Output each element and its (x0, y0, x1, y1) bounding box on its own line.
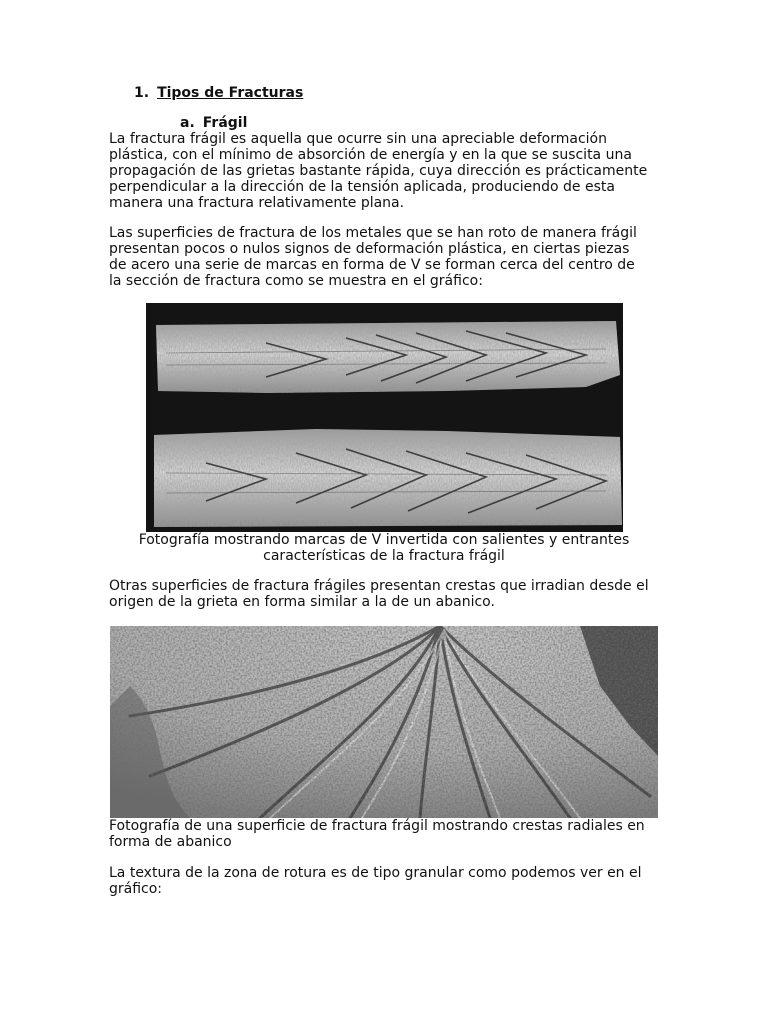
paragraph-line: plástica, con el mínimo de absorción de energía y en la que se suscita una (109, 147, 632, 163)
paragraph-line: La textura de la zona de rotura es de tipo granular como podemos ver en el (109, 865, 642, 881)
paragraph-line: de acero una serie de marcas en forma de V se forman cerca del centro de (109, 257, 635, 273)
paragraph-line: propagación de las grietas bastante rápida, cuya dirección es prácticamente (109, 163, 648, 179)
section-number: 1. (134, 85, 150, 101)
caption-line: forma de abanico (109, 834, 232, 850)
caption-line: Fotografía de una superficie de fractura frágil mostrando crestas radiales en (109, 818, 645, 834)
paragraph-line: La fractura frágil es aquella que ocurre sin una apreciable deformación (109, 131, 607, 147)
paragraph-line: la sección de fractura como se muestra en el gráfico: (109, 273, 483, 289)
paragraph-3 (109, 578, 669, 610)
fracture-photo-v-marks (146, 303, 623, 532)
paragraph-line: Las superficies de fractura de los metales que se han roto de manera frágil (109, 225, 637, 241)
paragraph-line: origen de la grieta en forma similar a la de un abanico. (109, 594, 495, 610)
caption-line: características de la fractura frágil (263, 548, 505, 564)
paragraph-4 (109, 865, 669, 897)
figure-2-caption (109, 818, 645, 850)
caption-line: Fotografía mostrando marcas de V invertida con salientes y entrantes (138, 532, 630, 548)
subsection-title: Frágil (202, 115, 248, 131)
subsection-heading (180, 115, 247, 131)
paragraph-line: gráfico: (109, 881, 163, 897)
paragraph-line: presentan pocos o nulos signos de deformación plástica, en ciertas piezas (109, 241, 630, 257)
paragraph-line: Otras superficies de fractura frágiles presentan crestas que irradian desde el (109, 578, 649, 594)
paragraph-2 (109, 225, 669, 289)
figure-1-caption (109, 532, 659, 564)
paragraph-line: perpendicular a la dirección de la tensión aplicada, produciendo de esta (109, 179, 615, 195)
paragraph-line: manera una fractura relativamente plana. (109, 195, 405, 211)
fracture-photo-fan-ridges (110, 626, 658, 818)
section-heading (134, 85, 303, 101)
paragraph-1 (109, 131, 669, 211)
section-title: Tipos de Fracturas (157, 85, 304, 101)
subsection-letter: a. (180, 115, 195, 131)
